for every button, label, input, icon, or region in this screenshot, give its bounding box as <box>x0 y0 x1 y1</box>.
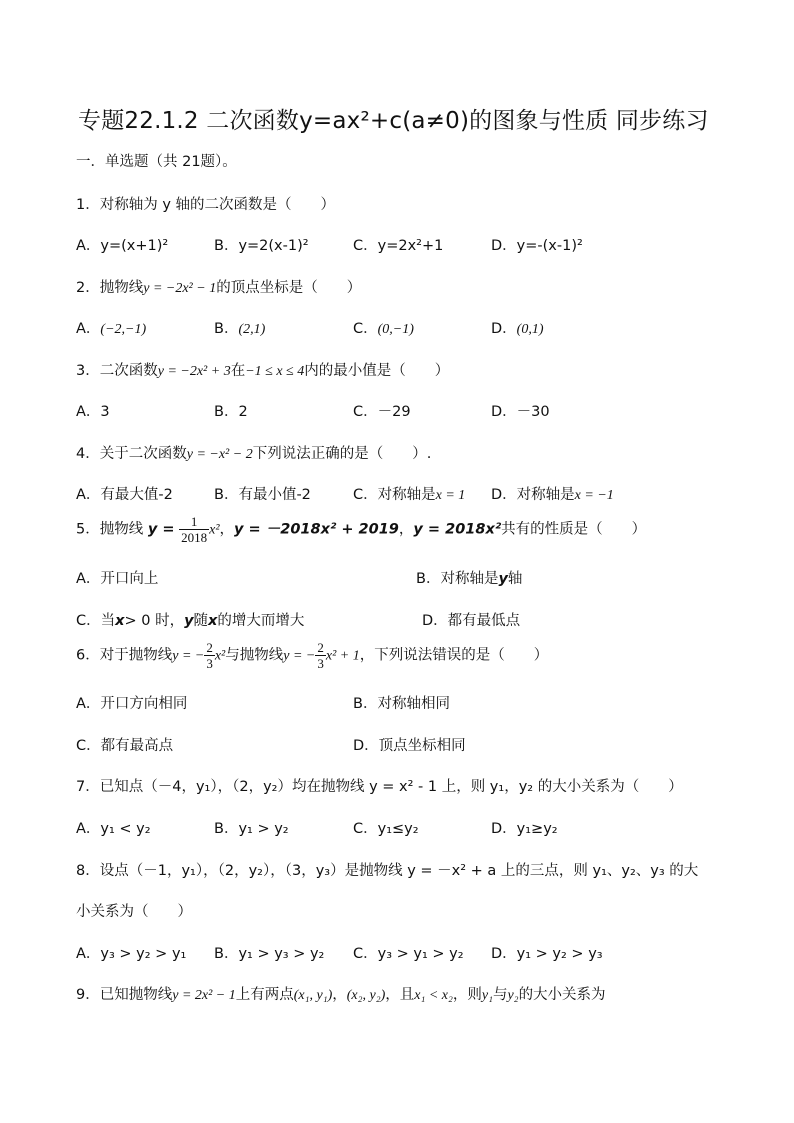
q4-d-label: D．对称轴是 <box>491 487 575 503</box>
q3-pre: 3．二次函数 <box>76 363 158 379</box>
q4-option-b: B．有最小值-2 <box>214 487 311 503</box>
q9-point1: (x₁, y₁) <box>293 988 333 1003</box>
q7-option-b: B．y₁ > y₂ <box>214 821 289 837</box>
q5-c-pre: C．当 <box>76 613 116 629</box>
question-5-stem <box>76 514 646 545</box>
q9-math-function: y = 2x² − 1 <box>172 988 236 1003</box>
q4-math: y = −x² − 2 <box>186 447 253 462</box>
q8-option-d: D．y₁ > y₂ > y₃ <box>491 946 603 962</box>
q7-option-d: D．y₁≥y₂ <box>491 821 558 837</box>
q3-option-d: D．－30 <box>491 404 550 420</box>
q2-math: y = −2x² − 1 <box>143 281 217 296</box>
q6-x1: x² <box>214 648 226 664</box>
q1-option-b: B．y=2(x-1)² <box>214 238 309 254</box>
q5-c-post: 的增大而增大 <box>217 613 305 629</box>
question-7-stem: 7．已知点（－4，y₁），（2，y₂）均在抛物线 y = x² - 1 上，则 y₁，y₂ 的大小关系为（ ） <box>76 779 683 795</box>
q2-option-d <box>491 317 544 338</box>
section-heading: 一．单选题（共 21题）。 <box>76 154 237 170</box>
q5-post: 共有的性质是（ ） <box>501 521 647 538</box>
q9-sep: ， <box>332 987 347 1003</box>
q5-b-pre: B．对称轴是 <box>416 571 499 587</box>
q6-option-a: A．开口方向相同 <box>76 696 188 712</box>
q9-var1: y₁ <box>481 988 493 1003</box>
q4-c-label: C．对称轴是 <box>353 487 436 503</box>
q8-option-c: C．y₃ > y₁ > y₂ <box>353 946 464 962</box>
question-3-stem <box>76 359 449 380</box>
q1-option-a: A．y=(x+1)² <box>76 238 169 254</box>
q5-sep2: ， <box>398 521 414 538</box>
q5-option-b <box>416 567 522 588</box>
q9-post: 的大小关系为 <box>518 987 606 1003</box>
q2-a-label: A． <box>76 321 101 337</box>
q5-pre: 5．抛物线 <box>76 521 148 538</box>
q9-condition: x₁ < x₂ <box>414 988 453 1003</box>
question-1-stem: 1．对称轴为 y 轴的二次函数是（ ） <box>76 197 336 213</box>
q5-c-var1: x <box>115 613 125 629</box>
q6-option-d: D．顶点坐标相同 <box>353 738 466 754</box>
q5-b-var: y <box>498 571 508 587</box>
q4-option-a: A．有最大值-2 <box>76 487 173 503</box>
q2-c-value: (0,−1) <box>377 322 414 337</box>
q5-x2: x² <box>209 522 220 538</box>
q6-fraction-1 <box>204 640 215 671</box>
question-8-stem-line2: 小关系为（ ） <box>76 904 192 920</box>
q5-c-var3: x <box>208 613 218 629</box>
q9-mid4: 与 <box>492 987 508 1003</box>
q8-option-a: A．y₃ > y₂ > y₁ <box>76 946 187 962</box>
q5-y1: y = <box>147 521 175 538</box>
q2-b-value: (2,1) <box>238 322 266 337</box>
q9-point2: (x₂, y₂) <box>346 988 386 1003</box>
q2-option-b <box>214 317 265 338</box>
q6-option-b: B．对称轴相同 <box>353 696 450 712</box>
q5-option-c <box>76 609 304 630</box>
q2-c-label: C． <box>353 321 378 337</box>
q6-mid: 与抛物线 <box>225 647 284 664</box>
q7-option-c: C．y₁≤y₂ <box>353 821 419 837</box>
question-4-stem <box>76 442 431 463</box>
q2-a-value: (−2,−1) <box>100 322 147 337</box>
q4-d-math: x = −1 <box>574 488 614 503</box>
q5-c-mid2: 随 <box>193 613 209 629</box>
q5-b-post: 轴 <box>507 571 523 587</box>
q5-option-d: D．都有最低点 <box>422 613 521 629</box>
q9-mid1: 上有两点 <box>235 987 294 1003</box>
q5-y3: y = 2018x² <box>413 521 502 538</box>
q1-option-d: D．y=-(x-1)² <box>491 238 583 254</box>
q6-f1-den: 3 <box>206 656 213 671</box>
q2-pre: 2．抛物线 <box>76 280 144 296</box>
q6-pre: 6．对于抛物线 <box>76 647 173 664</box>
q3-mid: 在 <box>230 363 246 379</box>
q1-option-c: C．y=2x²+1 <box>353 238 444 254</box>
q6-f2-den: 3 <box>317 656 324 671</box>
q5-fraction <box>179 514 209 545</box>
q2-option-c <box>353 317 414 338</box>
question-9-stem <box>76 983 606 1004</box>
question-6-stem <box>76 640 548 671</box>
q5-option-a: A．开口向上 <box>76 571 159 587</box>
q5-sep1: ， <box>219 521 235 538</box>
q4-pre: 4．关于二次函数 <box>76 446 187 462</box>
q6-option-c: C．都有最高点 <box>76 738 174 754</box>
q3-option-a: A．3 <box>76 404 110 420</box>
q9-mid2: ，且 <box>385 987 415 1003</box>
q7-option-a: A．y₁ < y₂ <box>76 821 151 837</box>
q6-f1-num: 2 <box>206 640 213 655</box>
q5-frac-num: 1 <box>179 514 209 530</box>
q4-option-d <box>491 483 614 504</box>
q4-c-math: x = 1 <box>435 488 466 503</box>
question-2-stem <box>76 276 361 297</box>
q6-y2: y = − <box>283 648 316 664</box>
question-8-stem-line1: 8．设点（－1，y₁），（2，y₂），（3，y₃）是抛物线 y = －x² + a 上的三点，则 y₁、y₂、y₃ 的大 <box>76 863 699 879</box>
q2-d-value: (0,1) <box>516 322 544 337</box>
q6-x2: x² + 1 <box>325 648 360 664</box>
q8-option-b: B．y₁ > y₃ > y₂ <box>214 946 325 962</box>
q2-b-label: B． <box>214 321 239 337</box>
q9-pre: 9．已知抛物线 <box>76 987 173 1003</box>
q2-post: 的顶点坐标是（ ） <box>216 280 362 296</box>
q3-post: 内的最小值是（ ） <box>304 363 450 379</box>
q9-mid3: ，则 <box>452 987 482 1003</box>
q5-y2: y = －2018x² + 2019 <box>234 521 399 538</box>
q6-post: ，下列说法错误的是（ ） <box>359 647 549 664</box>
q9-var2: y₂ <box>507 988 519 1003</box>
q6-fraction-2 <box>315 640 326 671</box>
q6-f2-num: 2 <box>317 640 324 655</box>
q5-frac-den: 2018 <box>181 530 208 545</box>
q2-option-a <box>76 317 146 338</box>
q4-post: 下列说法正确的是（ ）. <box>252 446 432 462</box>
q3-option-b: B．2 <box>214 404 248 420</box>
q3-math-function: y = −2x² + 3 <box>157 364 231 379</box>
q5-c-var2: y <box>184 613 194 629</box>
q3-math-range: −1 ≤ x ≤ 4 <box>245 364 305 379</box>
page-title: 专题22.1.2 二次函数y=ax²+c(a≠0)的图象与性质 同步练习 <box>78 108 709 134</box>
q6-y1: y = − <box>172 648 205 664</box>
q2-d-label: D． <box>491 321 517 337</box>
q4-option-c <box>353 483 465 504</box>
q3-option-c: C．－29 <box>353 404 411 420</box>
q5-c-mid1: > 0 时， <box>124 613 185 629</box>
